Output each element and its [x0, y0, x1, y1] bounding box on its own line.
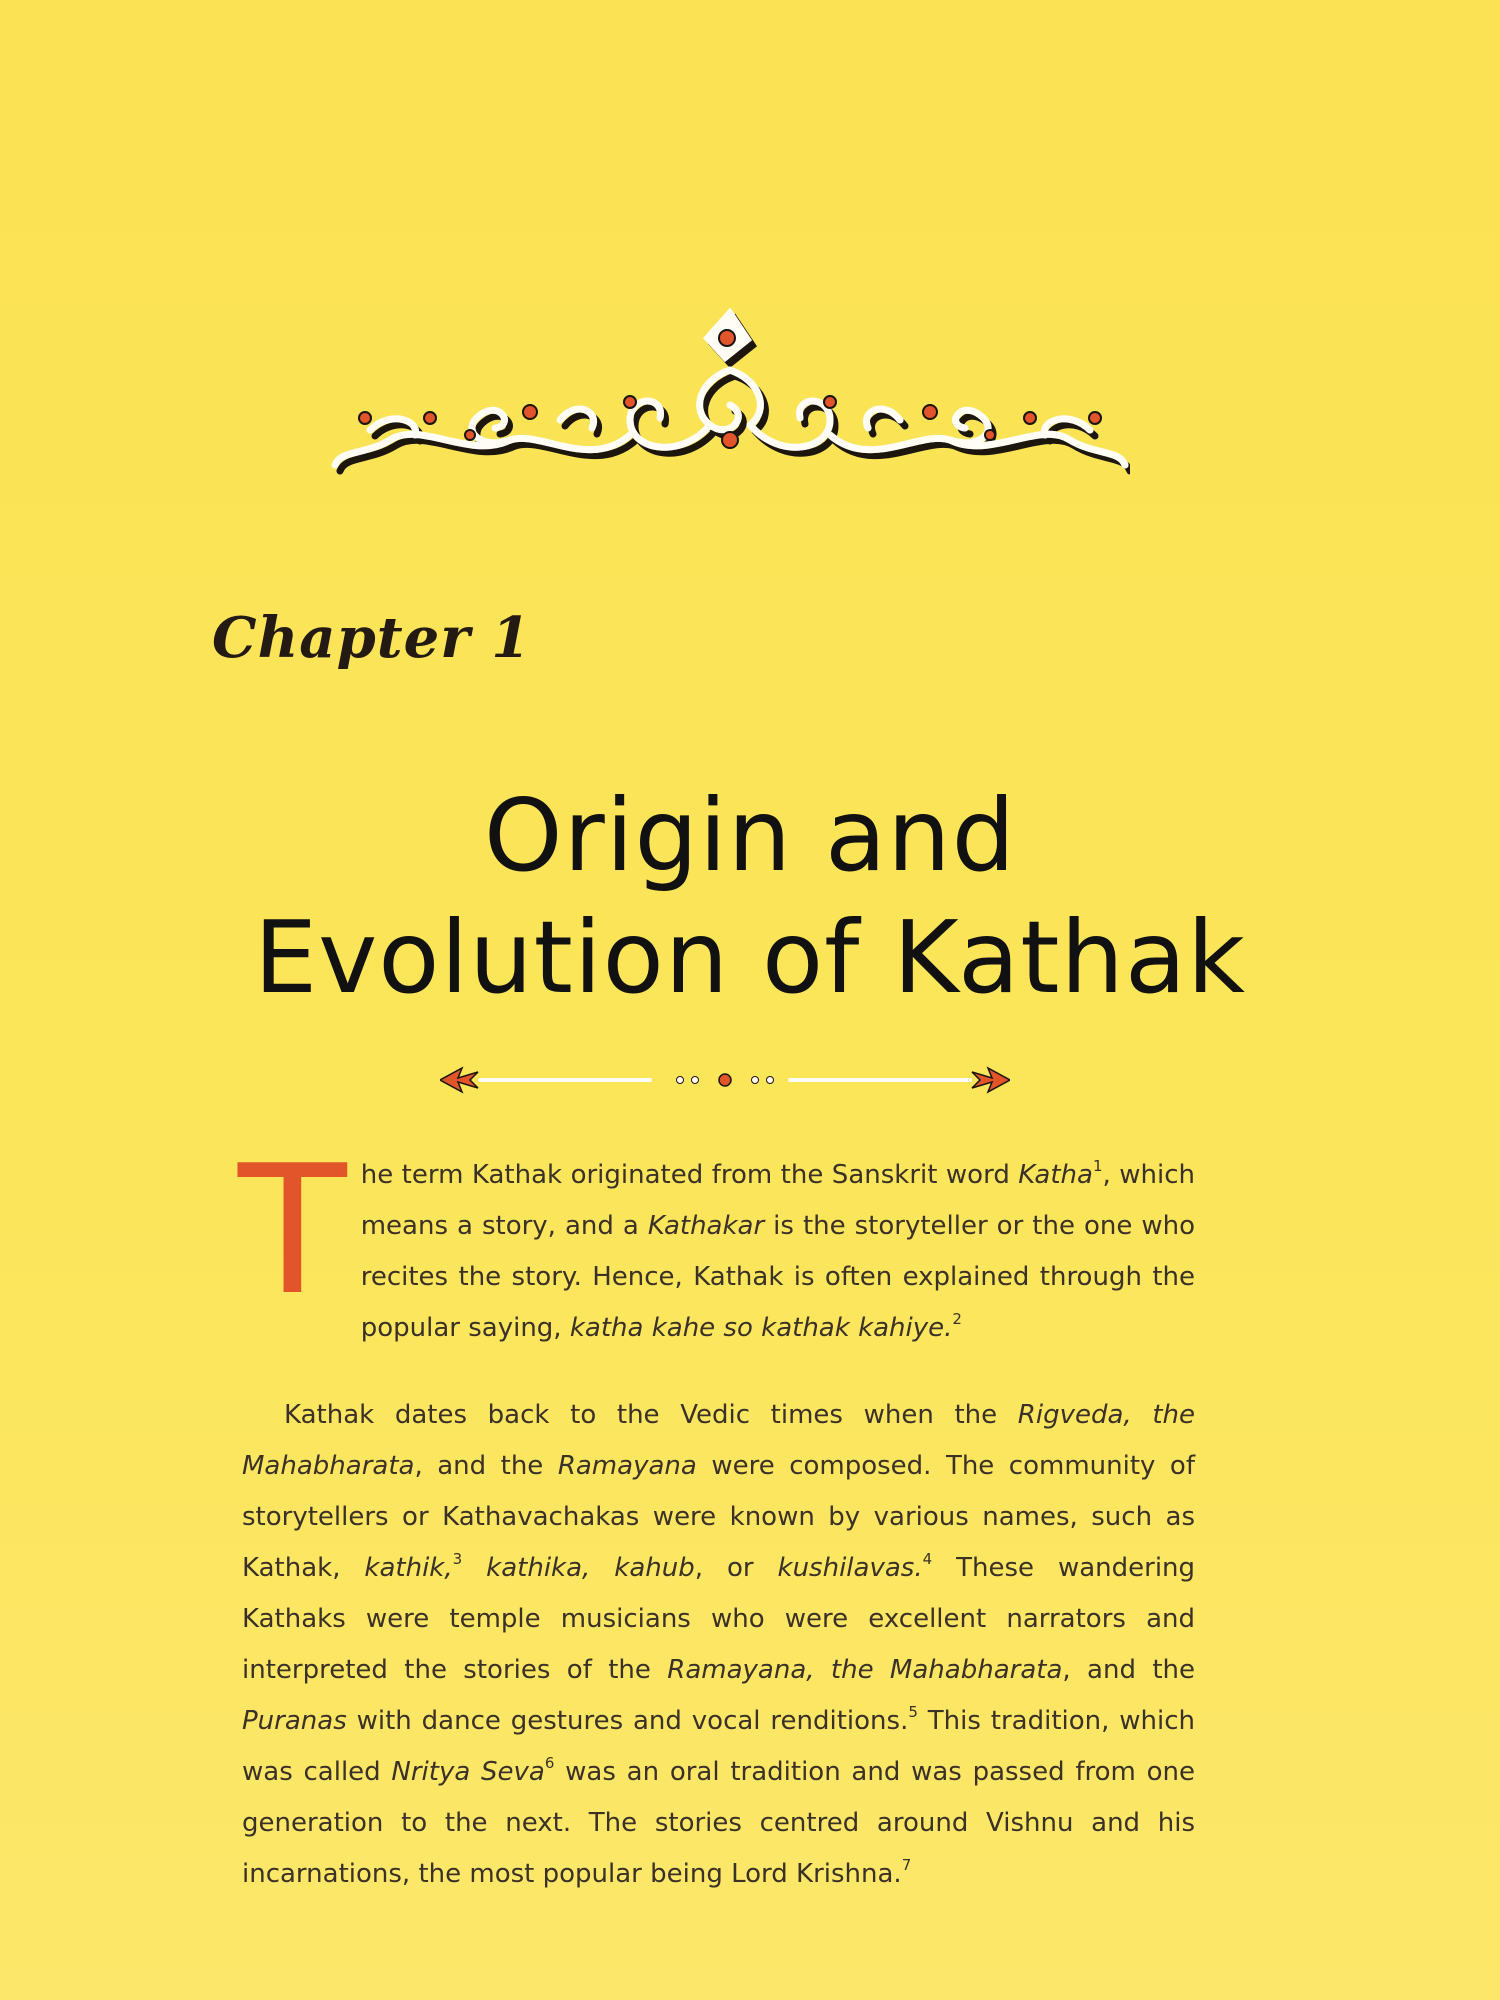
term: Rigveda, the Mahabharata	[242, 1400, 1195, 1481]
footnote-ref: 3	[452, 1550, 463, 1568]
text-run: with dance gestures and vocal renditions.	[346, 1706, 909, 1736]
footnote-ref: 5	[908, 1703, 918, 1721]
term: Ramayana	[557, 1451, 697, 1481]
title-line-1: Origin and	[483, 777, 1017, 894]
paragraph-2	[242, 1390, 1195, 1900]
arrow-divider-icon	[440, 1058, 1010, 1102]
term: kushilavas.	[777, 1553, 923, 1583]
drop-cap: T	[238, 1127, 347, 1334]
footnote-ref: 7	[901, 1856, 912, 1874]
term-katha: Katha	[1018, 1160, 1093, 1190]
text-run: These wandering Kathaks were temple musicians who were excellent narrators and interpreted the stories of the	[242, 1553, 1196, 1685]
text-run: Kathak dates back to the Vedic times when the	[284, 1400, 1018, 1430]
footnote-ref: 6	[544, 1754, 555, 1772]
title-line-2: Evolution of Kathak	[253, 899, 1247, 1016]
term: kathika, kahub	[486, 1553, 695, 1583]
term: kathik,	[364, 1553, 453, 1583]
text-run	[462, 1553, 486, 1583]
text-run: This tradition, which was called	[242, 1706, 1195, 1787]
footnote-ref: 2	[952, 1310, 962, 1328]
text-run: were composed. The community of storytellers or Kathavachakas were known by various names, such as Kathak,	[242, 1451, 1195, 1583]
term-saying: katha kahe so kathak kahiye.	[569, 1313, 953, 1343]
chapter-label: Chapter 1	[212, 605, 532, 671]
text-run: , and the	[1062, 1655, 1195, 1685]
text-run: is the storyteller or the one who recites the story. Hence, Kathak is often explained through the popular saying,	[360, 1211, 1196, 1343]
term: Puranas	[242, 1706, 347, 1736]
chapter-title	[150, 775, 1350, 1019]
term: Ramayana, the Mahabharata	[667, 1655, 1063, 1685]
term: Nritya Seva	[391, 1757, 545, 1787]
term-kathakar: Kathakar	[647, 1211, 765, 1241]
text-run: was an oral tradition and was passed from one generation to the next. The stories centred around Vishnu and his incarnations, the most popular being Lord Krishna.	[242, 1757, 1195, 1889]
text-run: he term Kathak originated from the Sanskrit word	[360, 1160, 1019, 1190]
text-run: , and the	[414, 1451, 558, 1481]
text-run: , or	[694, 1553, 778, 1583]
paragraph-1	[238, 1127, 1196, 1354]
text-run: , which means a story, and a	[360, 1160, 1195, 1241]
footnote-ref: 4	[922, 1550, 933, 1568]
footnote-ref: 1	[1092, 1157, 1103, 1175]
filigree-ornament-icon	[330, 300, 1130, 520]
